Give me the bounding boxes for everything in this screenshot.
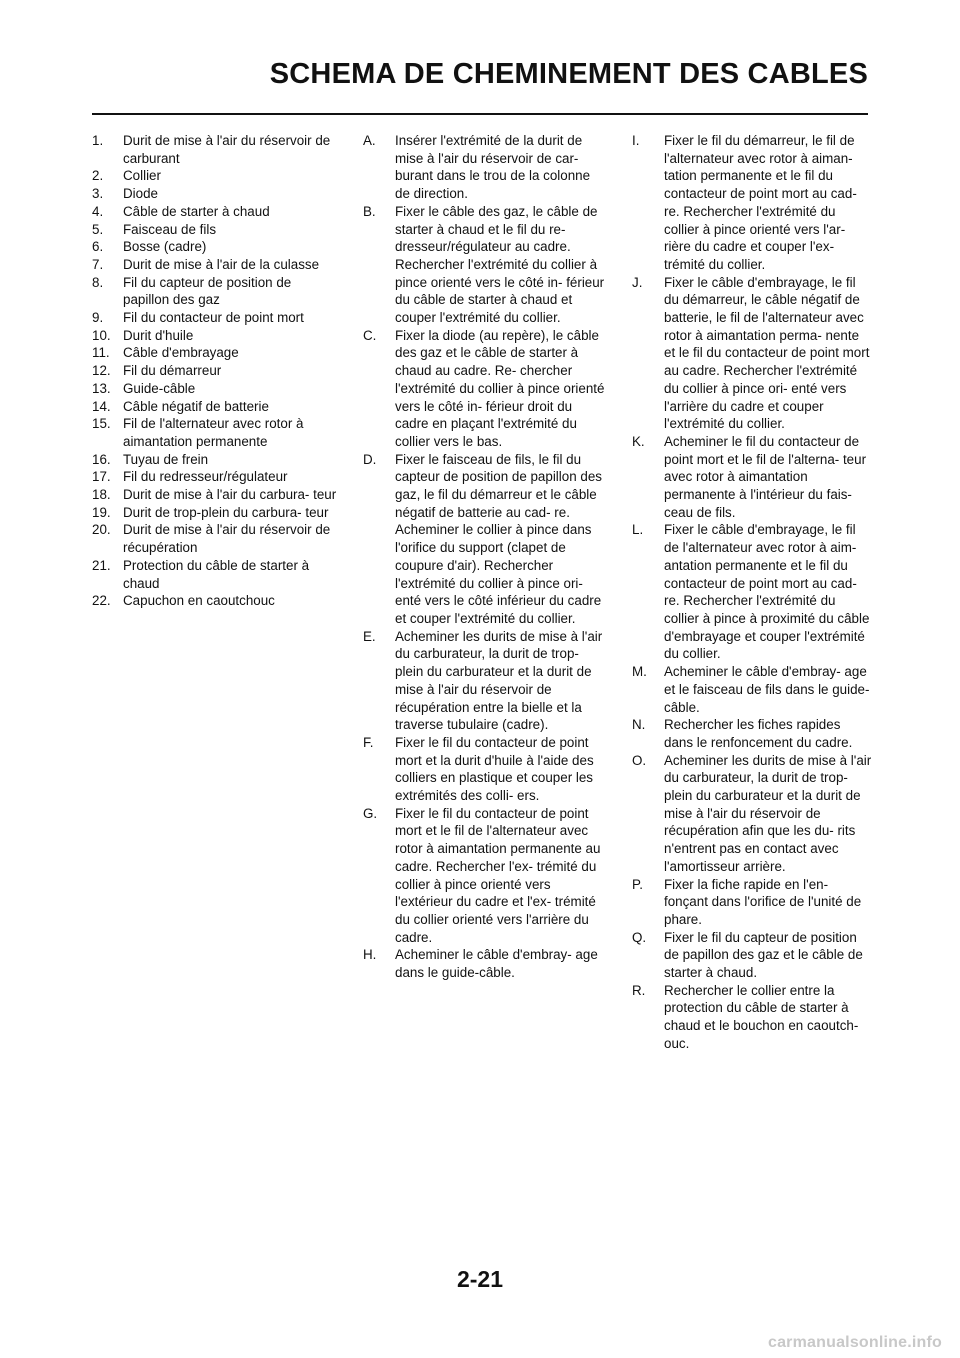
item-text: Fixer le câble d'embrayage, le fil de l'alternateur avec rotor à aim- antation permanente et le fil du contacteur de point mort au cad- re. Rechercher l'extrémité du collier à pince à proximité du câble d'embrayage et couper l'extrémité du collier. bbox=[664, 522, 870, 662]
item-text: Durit d'huile bbox=[123, 327, 194, 343]
item-text: Rechercher les fiches rapides dans le renfoncement du cadre. bbox=[664, 717, 853, 750]
item-number: 5. bbox=[92, 221, 104, 237]
list-item bbox=[632, 132, 872, 274]
list-item bbox=[92, 185, 338, 203]
item-text: Fil de l'alternateur avec rotor à aimantation permanente bbox=[123, 416, 304, 449]
item-text: Fil du contacteur de point mort bbox=[123, 310, 304, 326]
list-item bbox=[363, 734, 605, 805]
item-text: Câble d'embrayage bbox=[123, 345, 239, 361]
item-text: Fil du redresseur/régulateur bbox=[123, 469, 288, 485]
item-number: 4. bbox=[92, 203, 104, 219]
item-text: Acheminer le câble d'embray- age dans le guide-câble. bbox=[395, 947, 598, 981]
list-item bbox=[92, 486, 338, 504]
item-text: Fixer le fil du démarreur, le fil de l'alternateur avec rotor à aiman- tation permanente et le fil du contacteur de point mort au cad- re. Rechercher l'extrémité du collier à pince orienté vers l'ar- rière du cadre et couper l'ex- trémité du collier. bbox=[664, 133, 857, 272]
list-item bbox=[92, 380, 338, 398]
list-item bbox=[92, 521, 338, 556]
item-number: B. bbox=[363, 203, 376, 219]
list-item bbox=[92, 221, 338, 239]
title-divider bbox=[92, 113, 868, 115]
numbered-legend-list bbox=[92, 132, 338, 610]
item-number: 3. bbox=[92, 186, 104, 202]
list-item bbox=[92, 274, 338, 309]
list-item bbox=[92, 398, 338, 416]
item-text: Collier bbox=[123, 168, 161, 184]
watermark: carmanualsonline.info bbox=[767, 1334, 942, 1351]
item-text: Acheminer le fil du contacteur de point mort et le fil de l'alterna- teur avec rotor à aimantation permanente à l'intérieur du fais- ceau de fils. bbox=[664, 433, 867, 520]
item-text: Acheminer les durits de mise à l'air du carburateur, la durit de trop-plein du carburateur et la durit de mise à l'air du réservoir de récupération afin que les du- rits n'entrent pas en contact avec l'amortisseur arrière. bbox=[664, 752, 872, 874]
list-item bbox=[92, 592, 338, 610]
item-text: Fixer le fil du contacteur de point mort et le fil de l'alternateur avec rotor à aimantation permanente au cadre. Rechercher l'ex- trémité du collier à pince orienté vers l'extérieur du cadre et l'ex- trémité du collier orienté vers l'arrière du cadre. bbox=[395, 805, 601, 945]
item-text: Fixer la fiche rapide en l'en- fonçant dans l'orifice de l'unité de phare. bbox=[664, 876, 862, 927]
item-number: E. bbox=[363, 628, 376, 644]
list-item bbox=[92, 309, 338, 327]
item-number: R. bbox=[632, 982, 646, 998]
list-item bbox=[363, 451, 605, 628]
page-number: 2-21 bbox=[456, 1266, 504, 1292]
item-text: Fixer le fil du capteur de position de papillon des gaz et le câble de starter à chaud. bbox=[664, 929, 863, 981]
list-item bbox=[92, 468, 338, 486]
list-item bbox=[632, 663, 872, 716]
list-item bbox=[92, 256, 338, 274]
item-number: 22. bbox=[92, 593, 111, 609]
item-text: Durit de mise à l'air du réservoir de carburant bbox=[123, 133, 331, 166]
item-number: J. bbox=[632, 274, 643, 290]
item-text: Fil du démarreur bbox=[123, 363, 222, 379]
list-item bbox=[632, 929, 872, 982]
list-item bbox=[92, 167, 338, 185]
list-item bbox=[632, 752, 872, 876]
item-text: Insérer l'extrémité de la durit de mise à l'air du réservoir de car- burant dans le trou de la colonne de direction. bbox=[395, 133, 591, 202]
item-number: 12. bbox=[92, 363, 111, 379]
list-item bbox=[363, 628, 605, 734]
item-number: L. bbox=[632, 522, 644, 538]
item-text: Bosse (cadre) bbox=[123, 239, 207, 255]
item-text: Fil du capteur de position de papillon des gaz bbox=[123, 274, 292, 308]
instructions-list-i-r bbox=[632, 132, 872, 1053]
item-number: 8. bbox=[92, 274, 104, 290]
item-text: Fixer la diode (au repère), le câble des gaz et le câble de starter à chaud au cadre. Re- chercher l'extrémité du collier à pince orienté vers le côté in- férieur droit du cadre en plaçant l'extrémité du collier vers le bas. bbox=[395, 327, 605, 449]
item-text: Acheminer les durits de mise à l'air du carburateur, la durit de trop-plein du carburateur et la durit de mise à l'air du réservoir de récupération entre la bielle et la traverse tubulaire (cadre). bbox=[395, 628, 603, 733]
item-number: 11. bbox=[92, 345, 110, 361]
item-text: Guide-câble bbox=[123, 380, 196, 396]
list-item bbox=[92, 203, 338, 221]
item-text: Rechercher le collier entre la protection du câble de starter à chaud et le bouchon en caoutch- ouc. bbox=[664, 982, 859, 1051]
list-item bbox=[363, 946, 605, 981]
item-number: 13. bbox=[92, 380, 111, 396]
item-number: 16. bbox=[92, 451, 111, 467]
item-number: N. bbox=[632, 717, 646, 733]
list-item bbox=[92, 327, 338, 345]
list-item bbox=[632, 876, 872, 929]
item-number: 6. bbox=[92, 239, 104, 255]
item-text: Diode bbox=[123, 186, 158, 202]
item-number: M. bbox=[632, 664, 647, 680]
item-number: 10. bbox=[92, 327, 111, 343]
item-text: Protection du câble de starter à chaud bbox=[123, 557, 310, 591]
item-number: C. bbox=[363, 327, 377, 343]
item-text: Capuchon en caoutchouc bbox=[123, 593, 275, 609]
list-item bbox=[363, 327, 605, 451]
item-number: H. bbox=[363, 947, 377, 963]
item-number: Q. bbox=[632, 929, 647, 945]
item-number: 19. bbox=[92, 504, 111, 520]
list-item bbox=[363, 805, 605, 947]
item-text: Fixer le câble des gaz, le câble de starter à chaud et le fil du re- dresseur/régulateur au cadre. Rechercher l'extrémité du collier à pince orienté vers le côté in- férieur du câble de starter à chaud et couper l'extrémité du collier. bbox=[395, 203, 605, 326]
item-text: Fixer le câble d'embrayage, le fil du démarreur, le câble négatif de batterie, le fil de l'alternateur avec rotor à aimantation perma- nente et le fil du contacteur de point mort au cadre. Rechercher l'extrémité du collier à pince ori- enté vers l'arrière du cadre et couper l'extrémité du collier. bbox=[664, 274, 870, 432]
item-number: 1. bbox=[92, 133, 104, 148]
list-item bbox=[632, 521, 872, 663]
item-text: Tuyau de frein bbox=[123, 451, 209, 467]
item-number: A. bbox=[363, 133, 376, 148]
list-item bbox=[92, 557, 338, 592]
page-title: SCHEMA DE CHEMINEMENT DES CABLES bbox=[269, 58, 868, 90]
item-text: Fixer le fil du contacteur de point mort et la durit d'huile à l'aide des colliers en plastique et couper les extrémités des colli- ers. bbox=[395, 734, 594, 804]
item-number: I. bbox=[632, 133, 640, 148]
item-number: 21. bbox=[92, 557, 111, 573]
list-item bbox=[92, 415, 338, 450]
item-number: P. bbox=[632, 876, 643, 892]
list-item bbox=[92, 504, 338, 522]
item-text: Faisceau de fils bbox=[123, 221, 217, 237]
item-text: Câble de starter à chaud bbox=[123, 203, 270, 219]
item-number: 15. bbox=[92, 416, 111, 432]
list-item bbox=[632, 716, 872, 751]
list-item bbox=[632, 274, 872, 433]
item-text: Durit de mise à l'air du réservoir de récupération bbox=[123, 522, 331, 556]
item-number: 9. bbox=[92, 310, 104, 326]
item-text: Durit de trop-plein du carbura- teur bbox=[123, 504, 329, 520]
item-number: F. bbox=[363, 734, 374, 750]
list-item bbox=[363, 203, 605, 327]
item-number: 18. bbox=[92, 487, 111, 503]
list-item bbox=[92, 238, 338, 256]
item-number: D. bbox=[363, 451, 377, 467]
item-text: Acheminer le câble d'embray- age et le faisceau de fils dans le guide-câble. bbox=[664, 664, 870, 715]
item-text: Câble négatif de batterie bbox=[123, 398, 269, 414]
item-text: Durit de mise à l'air du carbura- teur bbox=[123, 487, 337, 503]
list-item bbox=[92, 344, 338, 362]
item-number: 17. bbox=[92, 469, 111, 485]
item-number: 14. bbox=[92, 398, 111, 414]
item-number: K. bbox=[632, 433, 645, 449]
item-number: 7. bbox=[92, 256, 104, 272]
list-item bbox=[363, 132, 605, 203]
item-text: Durit de mise à l'air de la culasse bbox=[123, 256, 320, 272]
list-item bbox=[632, 433, 872, 522]
item-number: 2. bbox=[92, 168, 104, 184]
item-number: O. bbox=[632, 752, 647, 768]
item-number: 20. bbox=[92, 522, 111, 538]
list-item bbox=[92, 132, 338, 167]
list-item bbox=[632, 982, 872, 1053]
list-item bbox=[92, 451, 338, 469]
item-number: G. bbox=[363, 805, 378, 821]
item-text: Fixer le faisceau de fils, le fil du capteur de position de papillon des gaz, le fil du démarreur et le câble négatif de batterie au cad- re. Acheminer le collier à pince dans l'orifice du support (clapet de coupure d'air). Rechercher l'extrémité du collier à pince ori- enté vers le côté inférieur du cadre et couper l'extrémité du collier. bbox=[395, 451, 602, 626]
list-item bbox=[92, 362, 338, 380]
instructions-list-a-h bbox=[363, 132, 605, 982]
